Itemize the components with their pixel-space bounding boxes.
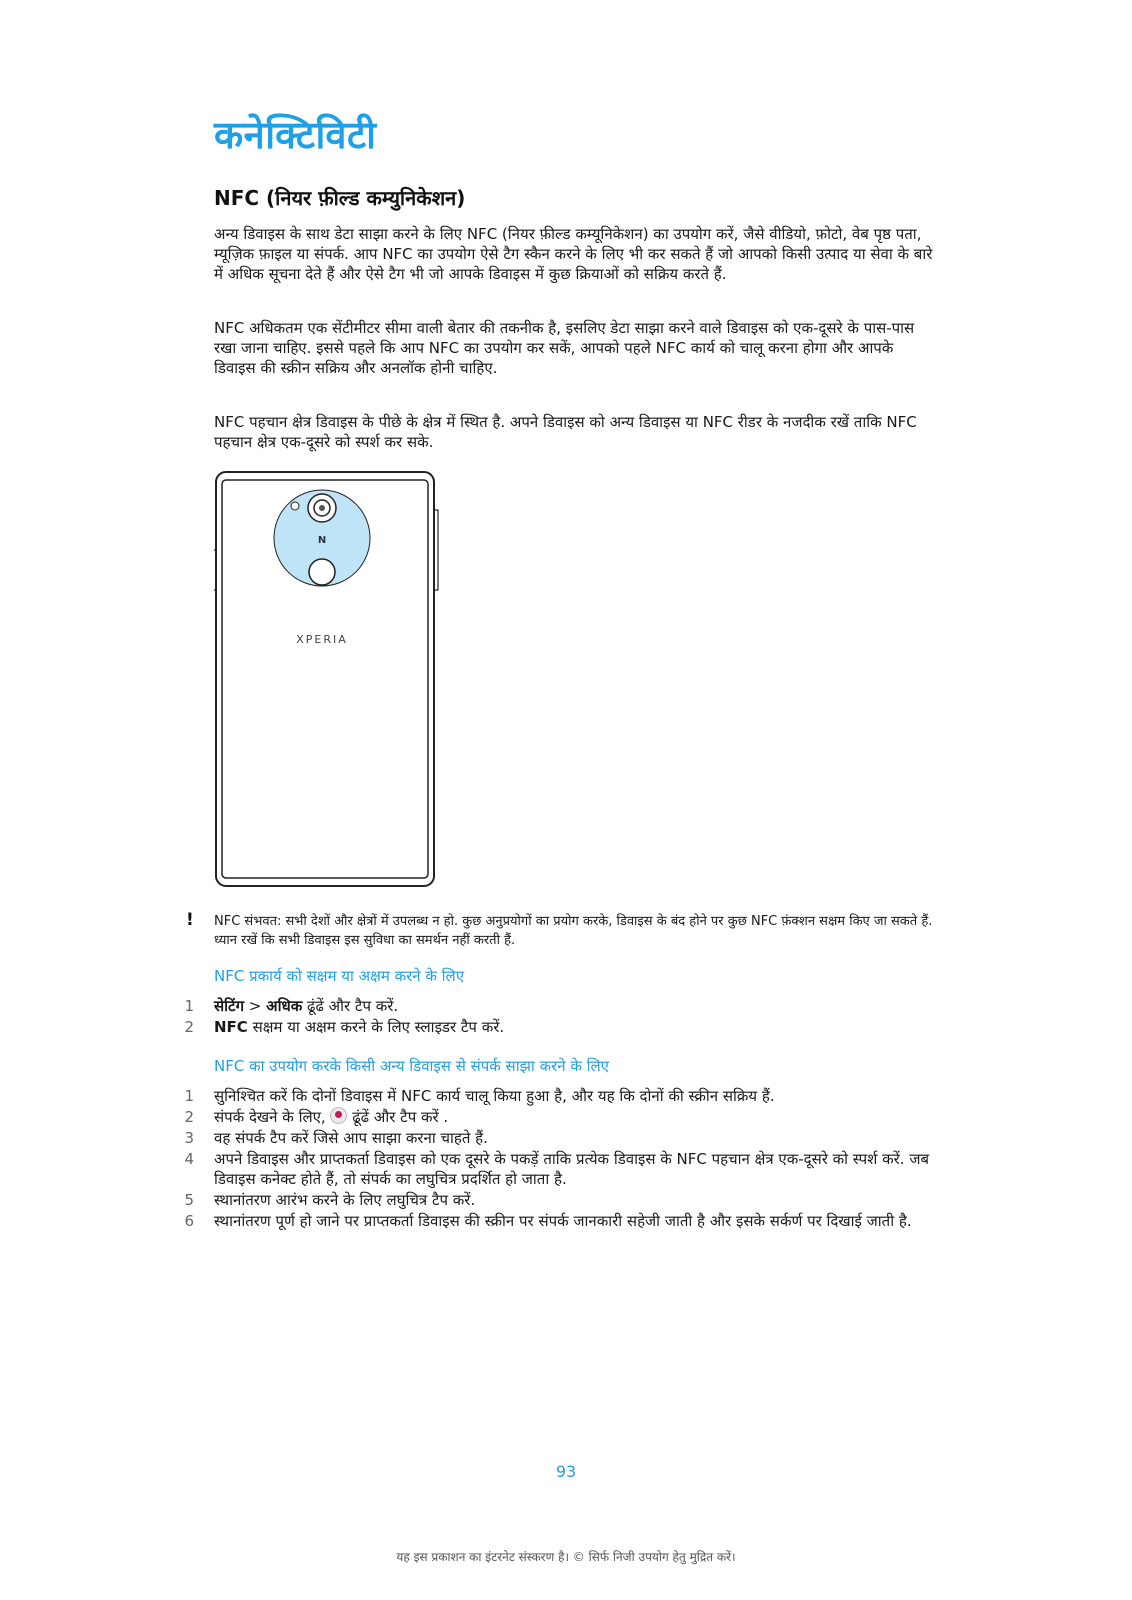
nfc-label: NFC [214, 1018, 248, 1036]
camera-lens-center [319, 505, 325, 511]
step-text: ढूंढें और टैप करें . [347, 1108, 449, 1126]
chapter-title: कनेक्टिविटी [214, 113, 377, 157]
list-item [180, 1211, 940, 1231]
step-number: 3 [184, 1129, 194, 1147]
phone-back-svg [214, 470, 444, 890]
step-number: 4 [184, 1150, 194, 1168]
step-text: स्थानांतरण आरंभ करने के लिए लघुचित्र टैप करें. [214, 1191, 476, 1209]
step-number: 6 [184, 1212, 194, 1230]
footer-notice: यह इस प्रकाशन का इंटरनेट संस्करण है। © सिर्फ निजी उपयोग हेतु मुद्रित करें। [396, 1550, 736, 1564]
list-item [180, 1149, 940, 1189]
section-title: NFC (नियर फ़ील्ड कम्युनिकेशन) [214, 186, 466, 210]
range-paragraph: NFC अधिकतम एक सेंटीमीटर सीमा वाली बेतार की तकनीक है, इसलिए डेटा साझा करने वाले डिवाइस को एक-दूसरे के पास-पास रखा जाना चाहिए. इससे पहले कि आप NFC का उपयोग कर सकें, आपको पहले NFC कार्य को चालू करना होगा और आपके डिवाइस की स्क्रीन सक्रिय और अनलॉक होनी चाहिए. [214, 319, 915, 377]
settings-label: सेटिंग [214, 997, 245, 1015]
list-item [180, 1128, 940, 1148]
procedure-share-heading: NFC का उपयोग करके किसी अन्य डिवाइस से संपर्क साझा करने के लिए [214, 1057, 609, 1075]
step-number: 2 [184, 1018, 194, 1036]
brand-logo: XPERIA [296, 633, 348, 646]
step-text: संपर्क देखने के लिए, [214, 1108, 331, 1126]
procedure-share-steps [180, 1086, 940, 1232]
list-item [180, 1017, 940, 1037]
step-number: 1 [184, 997, 194, 1015]
step-number: 5 [184, 1191, 194, 1209]
separator: > [244, 997, 267, 1015]
detection-area-paragraph: NFC पहचान क्षेत्र डिवाइस के पीछे के क्षेत्र में स्थित है. अपने डिवाइस को अन्य डिवाइस या NFC रीडर के नजदीक रखें ताकि NFC पहचान क्षेत्र एक-दूसरे को स्पर्श कर सके. [214, 413, 917, 451]
step-number: 1 [184, 1087, 194, 1105]
list-item [180, 996, 940, 1016]
step-text: सुनिश्चित करें कि दोनों डिवाइस में NFC कार्य चालू किया हुआ है, और यह कि दोनों की स्क्रीन सक्रिय हैं. [214, 1087, 775, 1105]
procedure-enable-heading: NFC प्रकार्य को सक्षम या अक्षम करने के लिए [214, 967, 464, 985]
warning-icon: ! [186, 910, 194, 930]
step-text: ढूंढें और टैप करें. [302, 997, 399, 1015]
list-item [180, 1086, 940, 1106]
step-number: 2 [184, 1108, 194, 1126]
fingerprint-sensor [309, 559, 335, 585]
more-label: अधिक [266, 997, 303, 1015]
step-text: स्थानांतरण पूर्ण हो जाने पर प्राप्तकर्ता डिवाइस की स्क्रीन पर संपर्क जानकारी सहेजी जाती है और इसके सर्कर्ण पर दिखाई जाती है. [214, 1212, 912, 1230]
nfc-note: NFC संभवत: सभी देशों और क्षेत्रों में उपलब्ध न हो. कुछ अनुप्रयोगों का प्रयोग करके, डिवाइस के बंद होने पर कुछ NFC फ़ंक्शन सक्षम किए जा सकते हैं. ध्यान रखें कि सभी डिवाइस इस सुविधा का समर्थन नहीं करती हैं. [214, 914, 933, 948]
intro-paragraph: अन्य डिवाइस के साथ डेटा साझा करने के लिए NFC (नियर फ़ील्ड कम्यूनिकेशन) का उपयोग करें, जैसे वीडियो, फ़ोटो, वेब पृष्ठ पता, म्यूज़िक फ़ाइल या संपर्क. आप NFC का उपयोग ऐसे टैग स्कैन करने के लिए भी कर सकते हैं जो आपको किसी उत्पाद या सेवा के बारे में अधिक सूचना देते हैं और ऐसे टैग भी जो आपके डिवाइस में कुछ क्रियाओं को सक्रिय करते हैं. [214, 225, 933, 283]
step-text: अपने डिवाइस और प्राप्तकर्ता डिवाइस को एक दूसरे के पकड़ें ताकि प्रत्येक डिवाइस के NFC पहचान क्षेत्र एक-दूसरे को स्पर्श करें. जब डिवाइस कनेक्ट होते हैं, तो संपर्क का लघुचित्र प्रदर्शित हो जाता है. [214, 1150, 930, 1188]
nfc-mark-icon: N [317, 535, 327, 546]
procedure-enable-steps [180, 996, 940, 1038]
step-text: वह संपर्क टैप करें जिसे आप साझा करना चाहते हैं. [214, 1129, 488, 1147]
contacts-icon [330, 1107, 347, 1124]
flash-icon [291, 502, 299, 510]
page-number: 93 [555, 1462, 577, 1481]
list-item [180, 1107, 940, 1127]
step-text: सक्षम या अक्षम करने के लिए स्लाइडर टैप करें. [247, 1018, 505, 1036]
list-item [180, 1190, 940, 1210]
phone-back-illustration [214, 470, 444, 890]
